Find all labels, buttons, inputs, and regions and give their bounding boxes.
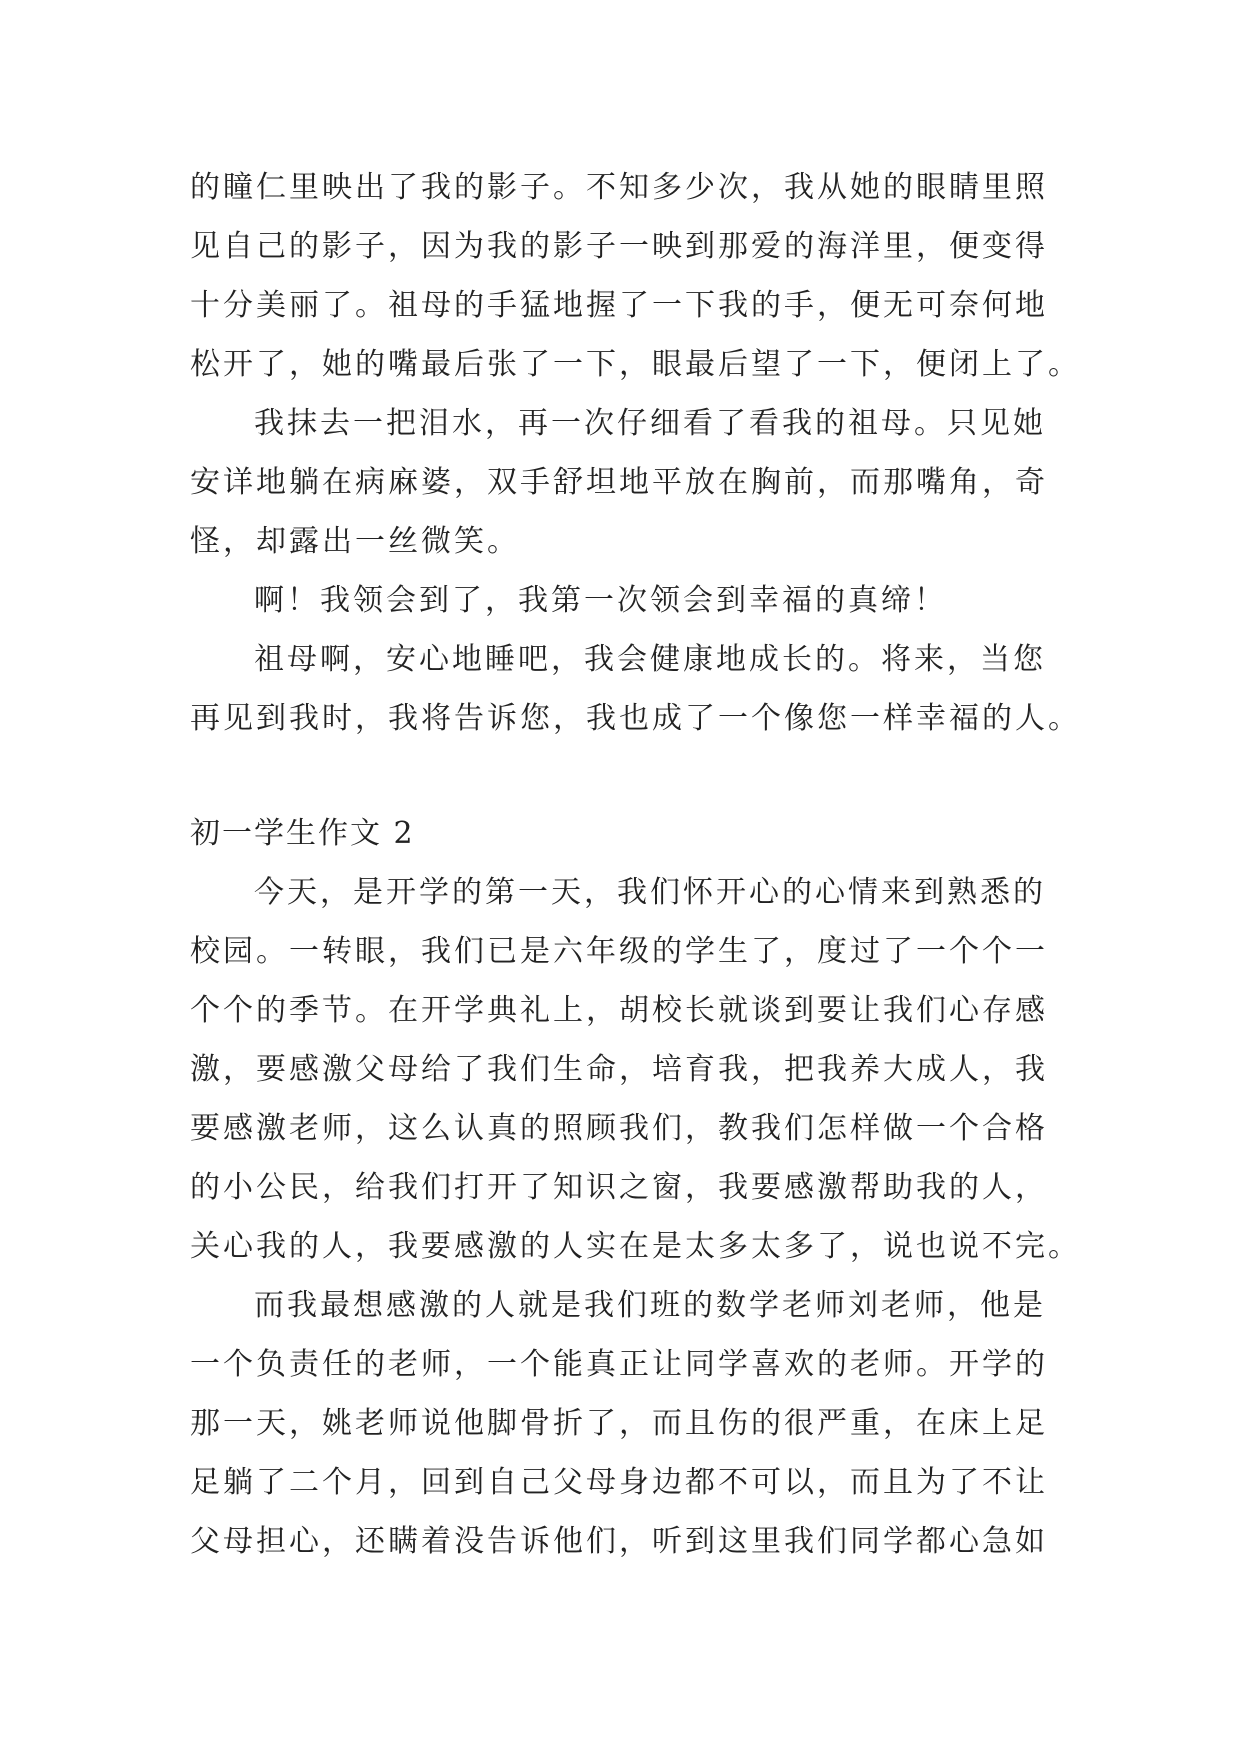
paragraph-line: 我抹去一把泪水，再一次仔细看了看我的祖母。只见她 <box>254 406 1046 441</box>
paragraph-line: 的瞳仁里映出了我的影子。不知多少次，我从她的眼睛里照 <box>190 170 1048 205</box>
paragraph-line: 怪，却露出一丝微笑。 <box>190 524 520 559</box>
paragraph-line: 的小公民，给我们打开了知识之窗，我要感激帮助我的人， <box>190 1170 1048 1205</box>
section-title: 初一学生作文 2 <box>190 816 415 851</box>
paragraph-line: 个个的季节。在开学典礼上，胡校长就谈到要让我们心存感 <box>190 993 1048 1028</box>
paragraph-line: 关心我的人，我要感激的人实在是太多太多了，说也说不完。 <box>190 1229 1081 1264</box>
paragraph-line: 那一天，姚老师说他脚骨折了，而且伤的很严重，在床上足 <box>190 1406 1048 1441</box>
paragraph-line: 松开了，她的嘴最后张了一下，眼最后望了一下，便闭上了。 <box>190 347 1081 382</box>
section-gap <box>190 748 1066 804</box>
paragraph-line: 足躺了二个月，回到自己父母身边都不可以，而且为了不让 <box>190 1465 1048 1500</box>
paragraph-line: 祖母啊，安心地睡吧，我会健康地成长的。将来，当您 <box>254 642 1046 677</box>
document-page <box>190 158 1081 1571</box>
paragraph-line: 安详地躺在病麻婆，双手舒坦地平放在胸前，而那嘴角，奇 <box>190 465 1048 500</box>
paragraph-line: 而我最想感激的人就是我们班的数学老师刘老师，他是 <box>254 1288 1046 1323</box>
paragraph-line: 十分美丽了。祖母的手猛地握了一下我的手，便无可奈何地 <box>190 288 1048 323</box>
paragraph-line: 再见到我时，我将告诉您，我也成了一个像您一样幸福的人。 <box>190 701 1081 736</box>
paragraph-line: 见自己的影子，因为我的影子一映到那爱的海洋里，便变得 <box>190 229 1048 264</box>
paragraph-line: 一个负责任的老师，一个能真正让同学喜欢的老师。开学的 <box>190 1347 1048 1382</box>
paragraph-line: 校园。一转眼，我们已是六年级的学生了，度过了一个个一 <box>190 934 1048 969</box>
paragraph-line: 啊！我领会到了，我第一次领会到幸福的真缔！ <box>254 583 947 618</box>
paragraph-line: 要感激老师，这么认真的照顾我们，教我们怎样做一个合格 <box>190 1111 1048 1146</box>
paragraph-line: 激，要感激父母给了我们生命，培育我，把我养大成人，我 <box>190 1052 1048 1087</box>
paragraph-line: 父母担心，还瞒着没告诉他们，听到这里我们同学都心急如 <box>190 1524 1048 1559</box>
paragraph-line: 今天，是开学的第一天，我们怀开心的心情来到熟悉的 <box>254 875 1046 910</box>
